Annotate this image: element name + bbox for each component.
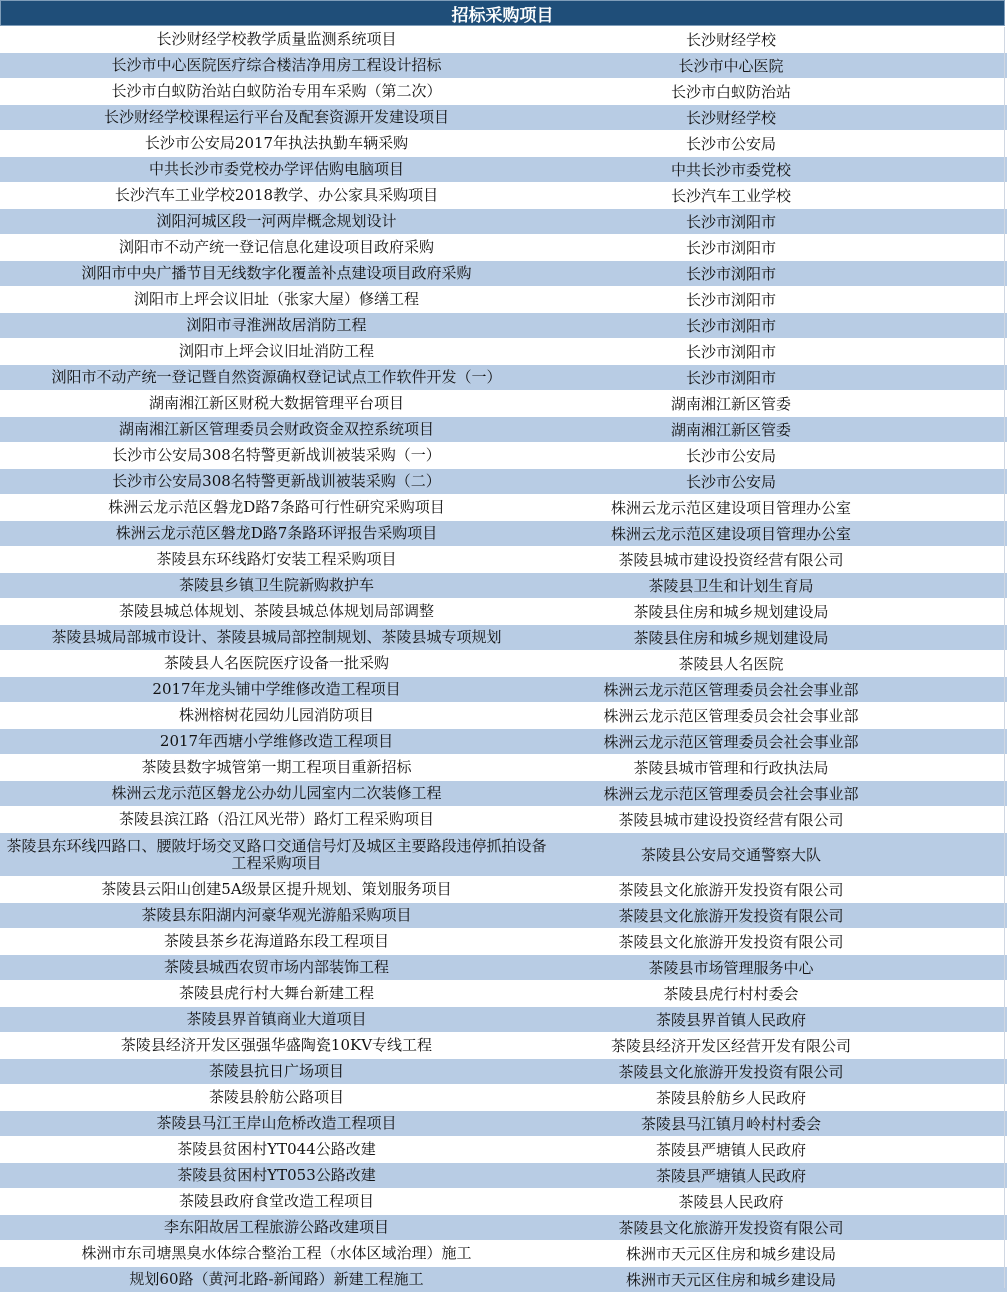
table-row: [0, 929, 1007, 955]
table-row: [0, 573, 1007, 599]
owner-cell: 长沙市浏阳市: [685, 343, 776, 361]
owner-cell: 株洲云龙示范区管理委员会社会事业部: [603, 681, 859, 699]
owner-cell: 茶陵县文化旅游开发投资有限公司: [618, 933, 844, 951]
owner-cell: 茶陵县严塘镇人民政府: [655, 1167, 806, 1185]
project-name-cell: 茶陵县抗日广场项目: [208, 1062, 344, 1080]
project-name-cell: 茶陵县城西农贸市场内部装饰工程: [163, 958, 389, 976]
owner-cell: 茶陵县文化旅游开发投资有限公司: [618, 1219, 844, 1237]
table-row: [0, 27, 1007, 53]
project-name-cell: 茶陵县乡镇卫生院新购救护车: [178, 576, 374, 594]
project-name-cell: 长沙市公安局308名特警更新战训被装采购（一）: [112, 446, 441, 464]
project-name-cell: 茶陵县东环线四路口、腰陂圩场交叉路口交通信号灯及城区主要路段违停抓拍设备工程采购项目: [6, 836, 547, 872]
table-row: [0, 261, 1007, 287]
table-row: [0, 703, 1007, 729]
project-name-cell: 长沙财经学校教学质量监测系统项目: [156, 30, 397, 48]
table-row: [0, 79, 1007, 105]
owner-cell: 株洲云龙示范区建设项目管理办公室: [610, 525, 851, 543]
project-name-cell: 茶陵县人名医院医疗设备一批采购: [163, 654, 389, 672]
owner-cell: 茶陵县马江镇月岭村村委会: [640, 1115, 821, 1133]
table-row: [0, 209, 1007, 235]
table-row: [0, 1137, 1007, 1163]
owner-cell: 株洲云龙示范区管理委员会社会事业部: [603, 707, 859, 725]
project-name-cell: 茶陵县贫困村YT044公路改建: [177, 1140, 376, 1158]
project-name-cell: 浏阳市上坪会议旧址（张家大屋）修缮工程: [133, 290, 419, 308]
owner-cell: 茶陵县经济开发区经营开发有限公司: [610, 1037, 851, 1055]
table-row: [0, 755, 1007, 781]
owner-cell: 株洲云龙示范区建设项目管理办公室: [610, 499, 851, 517]
owner-cell: 茶陵县住房和城乡规划建设局: [633, 603, 829, 621]
table-row: [0, 235, 1007, 261]
owner-cell: 长沙市浏阳市: [685, 265, 776, 283]
table-row: [0, 1085, 1007, 1111]
table-row: [0, 625, 1007, 651]
table-row: [0, 183, 1007, 209]
project-name-cell: 株洲云龙示范区磐龙公办幼儿园室内二次装修工程: [111, 784, 442, 802]
table-row: [0, 981, 1007, 1007]
owner-cell: 茶陵县市场管理服务中心: [648, 959, 814, 977]
owner-cell: 茶陵县城市建设投资经营有限公司: [618, 811, 844, 829]
project-name-cell: 株洲榕树花园幼儿园消防项目: [178, 706, 374, 724]
project-name-cell: 浏阳市上坪会议旧址消防工程: [178, 342, 374, 360]
owner-cell: 茶陵县界首镇人民政府: [655, 1011, 806, 1029]
owner-cell: 长沙市中心医院: [678, 57, 784, 75]
owner-cell: 茶陵县公安局交通警察大队: [640, 846, 821, 864]
project-name-cell: 茶陵县经济开发区强强华盛陶瓷10KV专线工程: [120, 1036, 433, 1054]
owner-cell: 茶陵县舲舫乡人民政府: [655, 1089, 806, 1107]
project-name-cell: 株洲云龙示范区磐龙D路7条路可行性研究采购项目: [108, 498, 445, 516]
table-row: [0, 105, 1007, 131]
table-row: [0, 469, 1007, 495]
project-name-cell: 茶陵县界首镇商业大道项目: [186, 1010, 367, 1028]
owner-cell: 中共长沙市委党校: [670, 161, 791, 179]
table-row: [0, 1241, 1007, 1267]
table-row: [0, 157, 1007, 183]
table-row: [0, 1059, 1007, 1085]
project-name-cell: 茶陵县政府食堂改造工程项目: [178, 1192, 374, 1210]
project-name-cell: 茶陵县东阳湖内河豪华观光游船采购项目: [141, 906, 412, 924]
table-row: [0, 365, 1007, 391]
project-name-cell: 湖南湘江新区财税大数据管理平台项目: [148, 394, 404, 412]
table-row: [0, 495, 1007, 521]
owner-cell: 长沙市公安局: [685, 473, 776, 491]
owner-cell: 株洲云龙示范区管理委员会社会事业部: [603, 785, 859, 803]
owner-cell: 长沙市浏阳市: [685, 317, 776, 335]
owner-cell: 湖南湘江新区管委: [670, 395, 791, 413]
project-name-cell: 茶陵县茶乡花海道路东段工程项目: [163, 932, 389, 950]
owner-cell: 株洲市天元区住房和城乡建设局: [625, 1271, 836, 1289]
table-row: [0, 955, 1007, 981]
table-row: [0, 417, 1007, 443]
project-name-cell: 茶陵县贫困村YT053公路改建: [177, 1166, 376, 1184]
project-name-cell: 茶陵县数字城管第一期工程项目重新招标: [141, 758, 412, 776]
table-row: [0, 833, 1007, 877]
table-row: [0, 807, 1007, 833]
owner-cell: 长沙财经学校: [685, 109, 776, 127]
project-name-cell: 长沙汽车工业学校2018教学、办公家具采购项目: [114, 186, 439, 204]
project-name-cell: 株洲云龙示范区磐龙D路7条路环评报告采购项目: [115, 524, 438, 542]
project-name-cell: 湖南湘江新区管理委员会财政资金双控系统项目: [118, 420, 434, 438]
owner-cell: 茶陵县城市建设投资经营有限公司: [618, 551, 844, 569]
project-name-cell: 浏阳市不动产统一登记信息化建设项目政府采购: [118, 238, 434, 256]
project-name-cell: 长沙市白蚁防治站白蚁防治专用车采购（第二次）: [111, 82, 442, 100]
project-name-cell: 茶陵县马江王岸山危桥改造工程项目: [156, 1114, 397, 1132]
table-row: [0, 287, 1007, 313]
table-row: [0, 1267, 1007, 1293]
owner-cell: 茶陵县虎行村村委会: [663, 985, 799, 1003]
table-row: [0, 1163, 1007, 1189]
table-row: [0, 877, 1007, 903]
project-name-cell: 株洲市东司塘黑臭水体综合整治工程（水体区域治理）施工: [81, 1244, 472, 1262]
owner-cell: 长沙市公安局: [685, 447, 776, 465]
table-row: [0, 903, 1007, 929]
table-row: [0, 391, 1007, 417]
table-row: [0, 339, 1007, 365]
project-name-cell: 长沙市公安局308名特警更新战训被装采购（二）: [112, 472, 441, 490]
project-name-cell: 茶陵县城局部城市设计、茶陵县城局部控制规划、茶陵县城专项规划: [51, 628, 502, 646]
owner-cell: 茶陵县人名医院: [678, 655, 784, 673]
project-name-cell: 茶陵县城总体规划、茶陵县城总体规划局部调整: [118, 602, 434, 620]
table-row: [0, 781, 1007, 807]
table-row: [0, 547, 1007, 573]
owner-cell: 长沙市浏阳市: [685, 369, 776, 387]
project-name-cell: 长沙市中心医院医疗综合楼洁净用房工程设计招标: [111, 56, 442, 74]
owner-cell: 长沙市浏阳市: [685, 213, 776, 231]
table-body: [0, 27, 1007, 1293]
table-row: [0, 677, 1007, 703]
table-row: [0, 521, 1007, 547]
owner-cell: 茶陵县文化旅游开发投资有限公司: [618, 1063, 844, 1081]
table-right-border: [1004, 27, 1005, 1288]
table-row: [0, 1215, 1007, 1241]
owner-cell: 株洲市天元区住房和城乡建设局: [625, 1245, 836, 1263]
table-row: [0, 651, 1007, 677]
table-row: [0, 599, 1007, 625]
owner-cell: 株洲云龙示范区管理委员会社会事业部: [603, 733, 859, 751]
table-row: [0, 443, 1007, 469]
owner-cell: 长沙市公安局: [685, 135, 776, 153]
owner-cell: 长沙市浏阳市: [685, 239, 776, 257]
project-name-cell: 2017年西塘小学维修改造工程项目: [159, 732, 394, 750]
project-name-cell: 浏阳市中央广播节目无线数字化覆盖补点建设项目政府采购: [81, 264, 472, 282]
project-name-cell: 茶陵县滨江路（沿江风光带）路灯工程采购项目: [118, 810, 434, 828]
owner-cell: 长沙市浏阳市: [685, 291, 776, 309]
owner-cell: 茶陵县文化旅游开发投资有限公司: [618, 881, 844, 899]
table-row: [0, 1033, 1007, 1059]
table-row: [0, 729, 1007, 755]
project-name-cell: 浏阳河城区段一河两岸概念规划设计: [156, 212, 397, 230]
owner-cell: 湖南湘江新区管委: [670, 421, 791, 439]
project-name-cell: 浏阳市不动产统一登记暨自然资源确权登记试点工作软件开发（一）: [51, 368, 502, 386]
project-name-cell: 长沙市公安局2017年执法执勤车辆采购: [144, 134, 409, 152]
project-name-cell: 长沙财经学校课程运行平台及配套资源开发建设项目: [103, 108, 449, 126]
owner-cell: 长沙财经学校: [685, 31, 776, 49]
table-row: [0, 313, 1007, 339]
project-name-cell: 茶陵县东环线路灯安装工程采购项目: [156, 550, 397, 568]
project-name-cell: 李东阳故居工程旅游公路改建项目: [163, 1218, 389, 1236]
owner-cell: 茶陵县卫生和计划生育局: [648, 577, 814, 595]
project-name-cell: 2017年龙头铺中学维修改造工程项目: [152, 680, 401, 698]
project-name-cell: 中共长沙市委党校办学评估购电脑项目: [148, 160, 404, 178]
project-name-cell: 规划60路（黄河北路-新闻路）新建工程施工: [129, 1270, 424, 1288]
project-name-cell: 茶陵县云阳山创建5A级景区提升规划、策划服务项目: [101, 880, 452, 898]
table-row: [0, 53, 1007, 79]
owner-cell: 茶陵县文化旅游开发投资有限公司: [618, 907, 844, 925]
table-row: [0, 131, 1007, 157]
owner-cell: 茶陵县人民政府: [678, 1193, 784, 1211]
table-title: 招标采购项目: [0, 0, 1005, 26]
owner-cell: 茶陵县住房和城乡规划建设局: [633, 629, 829, 647]
project-name-cell: 茶陵县舲舫公路项目: [208, 1088, 344, 1106]
owner-cell: 茶陵县严塘镇人民政府: [655, 1141, 806, 1159]
owner-cell: 茶陵县城市管理和行政执法局: [633, 759, 829, 777]
table-row: [0, 1111, 1007, 1137]
table-row: [0, 1189, 1007, 1215]
project-name-cell: 茶陵县虎行村大舞台新建工程: [178, 984, 374, 1002]
owner-cell: 长沙汽车工业学校: [670, 187, 791, 205]
table-row: [0, 1007, 1007, 1033]
owner-cell: 长沙市白蚁防治站: [670, 83, 791, 101]
project-name-cell: 浏阳市寻淮洲故居消防工程: [186, 316, 367, 334]
